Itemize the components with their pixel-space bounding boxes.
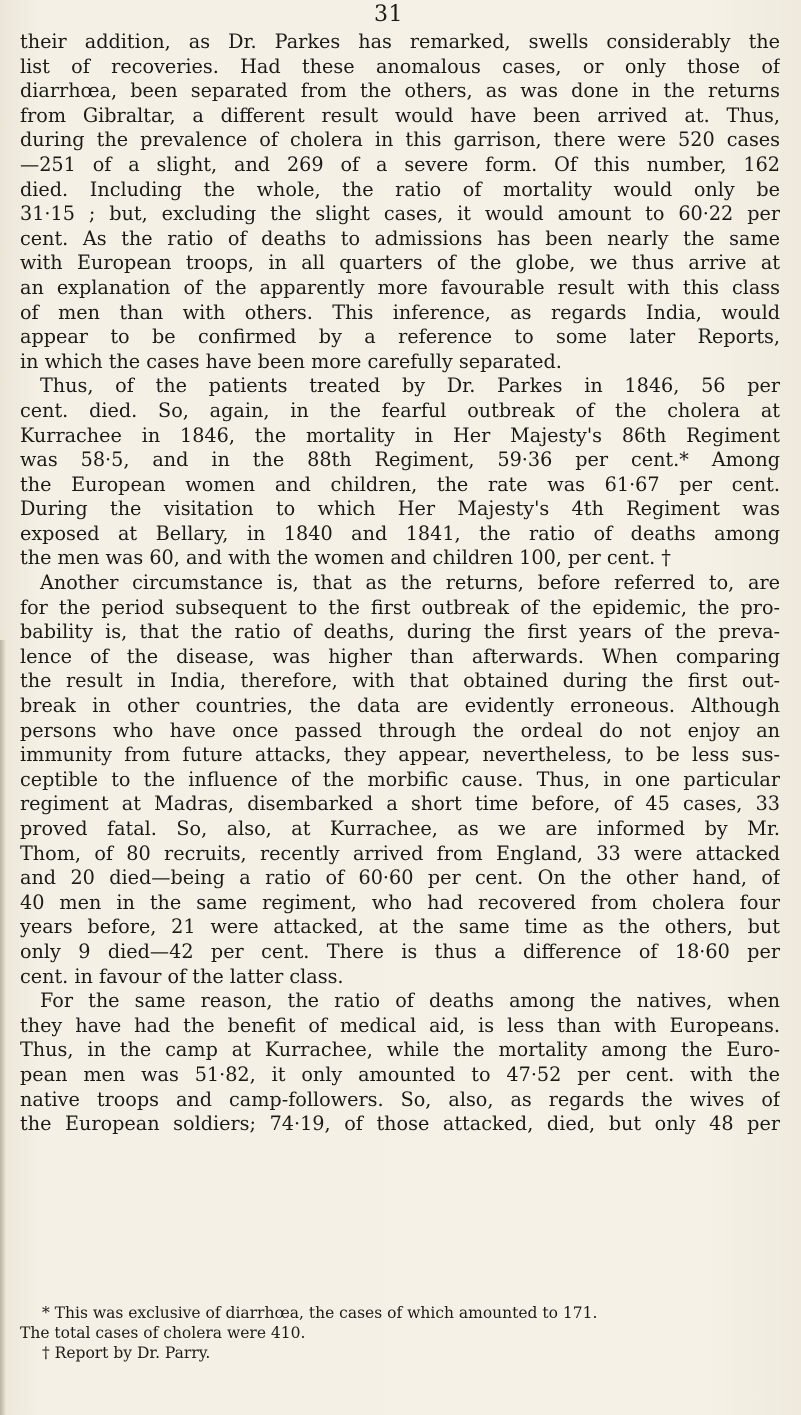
body-line: Thom, of 80 recruits, recently arrived from England, 33 were attacked: [20, 841, 780, 865]
body-line: list of recoveries. Had these anomalous cases, or only those of: [20, 54, 780, 78]
body-line: appear to be confirmed by a reference to some later Reports,: [20, 325, 780, 349]
body-line: proved fatal. So, also, at Kurrachee, as we are informed by Mr.: [20, 817, 780, 840]
body-line: persons who have once passed through the ordeal do not enjoy an: [20, 718, 780, 742]
body-line: the result in India, therefore, with that obtained during the first out-: [20, 669, 780, 693]
body-line: pean men was 51·82, it only amounted to 47·52 per cent. with the: [20, 1062, 780, 1086]
footnote-asterisk: * This was exclusive of diarrhœa, the cases of which amounted to 171.: [42, 1304, 598, 1322]
body-line: only 9 died—42 per cent. There is thus a difference of 18·60 per: [20, 939, 780, 963]
body-line: 31·15 ; but, excluding the slight cases, it would amount to 60·22 per: [20, 202, 780, 226]
body-line: regiment at Madras, disembarked a short time before, of 45 cases, 33: [20, 792, 780, 816]
body-line: with European troops, in all quarters of the globe, we thus arrive at: [20, 251, 780, 275]
footnote-dagger: † Report by Dr. Parry.: [42, 1344, 211, 1362]
body-line: from Gibraltar, a different result would have been arrived at. Thus,: [20, 103, 780, 127]
body-line: cent. died. So, again, in the fearful outbreak of the cholera at: [20, 398, 780, 422]
body-line: and 20 died—being a ratio of 60·60 per cent. On the other hand, of: [20, 866, 780, 890]
footnote-continuation: The total cases of cholera were 410.: [20, 1324, 306, 1342]
body-line: of men than with others. This inference, as regards India, would: [20, 300, 780, 324]
body-line: in which the cases have been more carefully separated.: [20, 349, 562, 373]
body-text: [20, 30, 780, 1137]
body-line: bability is, that the ratio of deaths, during the first years of the preva-: [20, 620, 780, 644]
body-line: diarrhœa, been separated from the others, as was done in the returns: [20, 79, 780, 103]
page-edge-shadow: [0, 640, 6, 1415]
body-line: break in other countries, the data are evidently erroneous. Although: [20, 694, 780, 718]
body-line: the men was 60, and with the women and children 100, per cent. †: [20, 546, 671, 570]
body-line: they have had the benefit of medical aid, is less than with Europeans.: [20, 1013, 780, 1037]
body-line: cent. in favour of the latter class.: [20, 964, 344, 988]
body-line: years before, 21 were attacked, at the same time as the others, but: [20, 915, 780, 939]
body-line: immunity from future attacks, they appear, nevertheless, to be less sus-: [20, 743, 780, 767]
body-line: for the period subsequent to the first outbreak of the epidemic, the pro-: [20, 595, 780, 619]
body-line: cent. As the ratio of deaths to admissions has been nearly the same: [20, 226, 780, 250]
body-line: the European women and children, the rate was 61·67 per cent.: [20, 472, 780, 496]
paragraph-start-line: Thus, of the patients treated by Dr. Parkes in 1846, 56 per: [40, 374, 780, 398]
body-line: 40 men in the same regiment, who had recovered from cholera four: [20, 890, 780, 914]
paragraph-start-line: Another circumstance is, that as the returns, before referred to, are: [40, 571, 780, 595]
page-number: 31: [374, 2, 403, 27]
body-line: During the visitation to which Her Majesty's 4th Regiment was: [20, 497, 780, 521]
footnotes: [20, 1303, 780, 1363]
body-line: native troops and camp-followers. So, also, as regards the wives of: [20, 1087, 780, 1111]
body-line: Kurrachee in 1846, the mortality in Her Majesty's 86th Regiment: [20, 423, 780, 447]
body-line: lence of the disease, was higher than afterwards. When comparing: [20, 644, 780, 668]
body-line: Thus, in the camp at Kurrachee, while the mortality among the Euro-: [20, 1038, 780, 1062]
body-line: ceptible to the influence of the morbific cause. Thus, in one particular: [20, 767, 780, 791]
body-line: exposed at Bellary, in 1840 and 1841, the ratio of deaths among: [20, 521, 780, 545]
body-line: died. Including the whole, the ratio of mortality would only be: [20, 177, 780, 201]
body-line: the European soldiers; 74·19, of those attacked, died, but only 48 per: [20, 1112, 780, 1136]
body-line: an explanation of the apparently more favourable result with this class: [20, 275, 780, 299]
paragraph-start-line: For the same reason, the ratio of deaths among the natives, when: [40, 989, 780, 1013]
body-line: their addition, as Dr. Parkes has remarked, swells considerably the: [20, 30, 780, 53]
body-line: during the prevalence of cholera in this garrison, there were 520 cases: [20, 128, 780, 152]
body-line: —251 of a slight, and 269 of a severe form. Of this number, 162: [20, 152, 780, 176]
body-line: was 58·5, and in the 88th Regiment, 59·36 per cent.* Among: [20, 448, 780, 472]
